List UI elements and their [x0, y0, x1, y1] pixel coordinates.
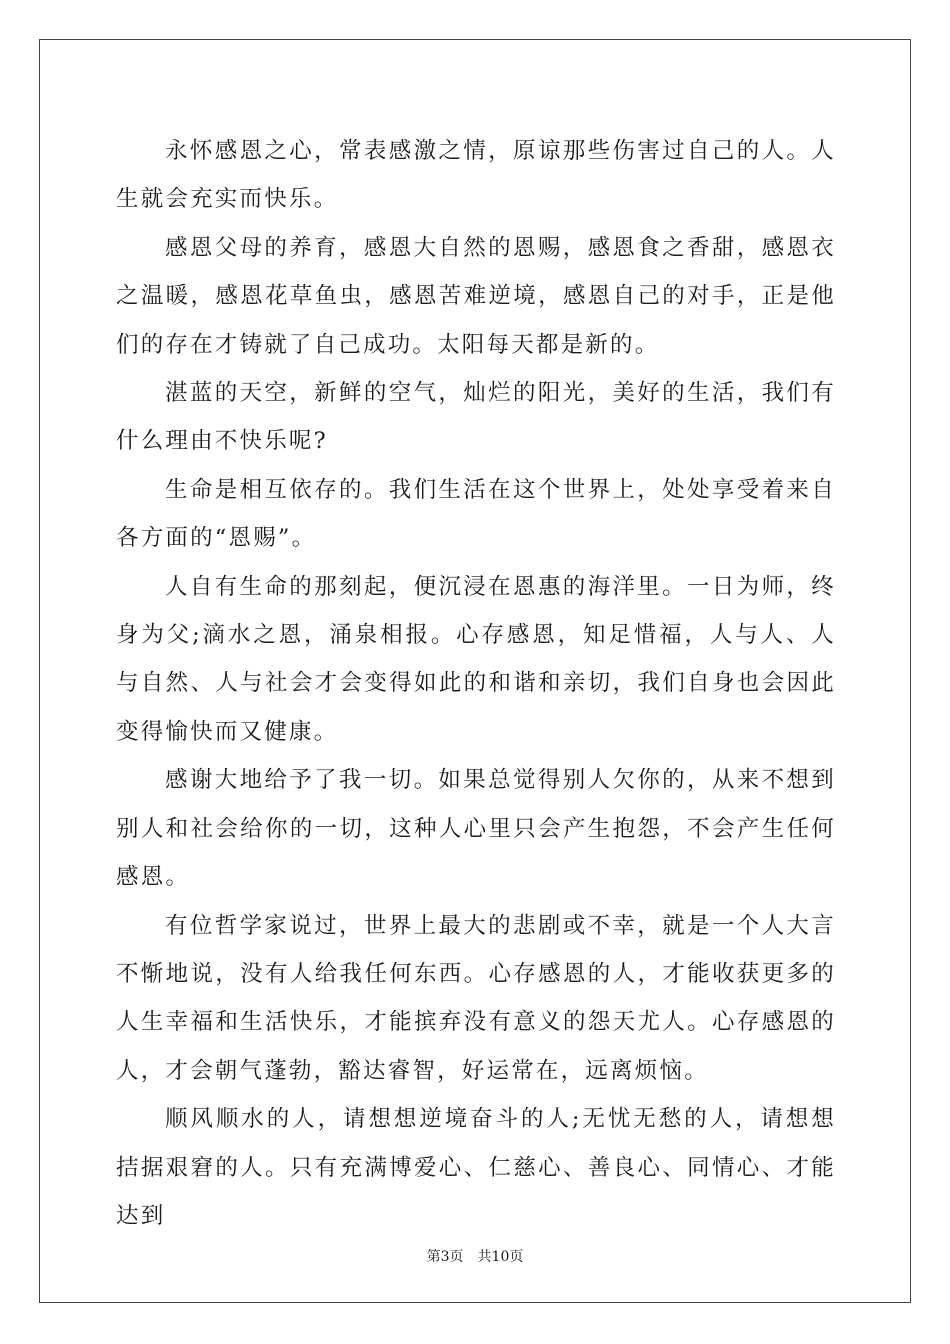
paragraph-7: 有位哲学家说过，世界上最大的悲剧或不幸，就是一个人大言不惭地说，没有人给我任何东西。心存感恩的人，才能收获更多的人生幸福和生活快乐，才能摈弃没有意义的怨天尤人。心存感恩的人，才会朝气蓬勃，豁达睿智，好运常在，远离烦恼。 — [116, 912, 836, 1084]
page-footer — [0, 1247, 950, 1267]
paragraph-5: 人自有生命的那刻起，便沉浸在恩惠的海洋里。一日为师，终身为父;滴水之恩，涌泉相报。心存感恩，知足惜福，人与人、人与自然、人与社会才会变得如此的和谐和亲切，我们自身也会因此变得愉快而又健康。 — [116, 573, 836, 745]
paragraph-8: 顺风顺水的人，请想想逆境奋斗的人;无忧无愁的人，请想想拮据艰窘的人。只有充满博爱心、仁慈心、善良心、同情心、才能达到 — [116, 1106, 836, 1229]
paragraph-6: 感谢大地给予了我一切。如果总觉得别人欠你的，从来不想到别人和社会给你的一切，这种人心里只会产生抱怨，不会产生任何感恩。 — [116, 767, 836, 891]
paragraph-1: 永怀感恩之心，常表感激之情，原谅那些伤害过自己的人。人生就会充实而快乐。 — [116, 138, 836, 213]
paragraph-4: 生命是相互依存的。我们生活在这个世界上，处处享受着来自各方面的“恩赐”。 — [116, 476, 836, 552]
page-number-total: 共10页 — [477, 1249, 524, 1265]
paragraph-3: 湛蓝的天空，新鲜的空气，灿烂的阳光，美好的生活，我们有什么理由不快乐呢? — [116, 380, 836, 455]
paragraph-2: 感恩父母的养育，感恩大自然的恩赐，感恩食之香甜，感恩衣之温暖，感恩花草鱼虫，感恩苦难逆境，感恩自己的对手，正是他们的存在才铸就了自己成功。太阳每天都是新的。 — [116, 234, 836, 358]
document-body — [116, 127, 836, 1240]
page-number-current: 第3页 — [426, 1249, 464, 1265]
